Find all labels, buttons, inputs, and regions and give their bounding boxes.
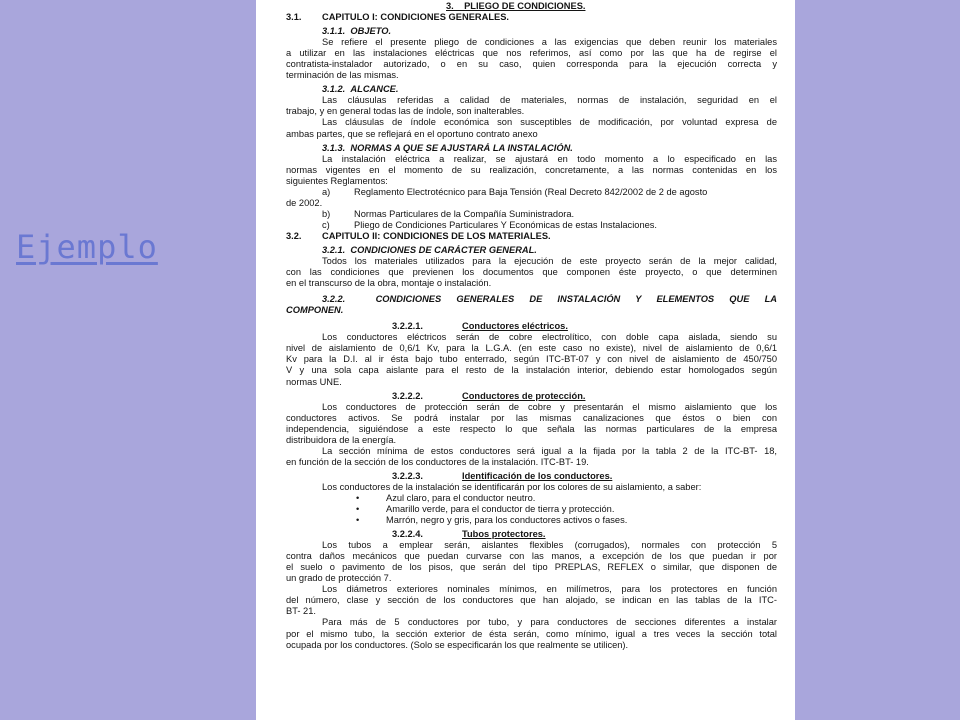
paragraph-line: el suelo o pavimento de los pisos, que serán del tipo PREPLAS, REFLEX o similar, que disponen de — [286, 562, 777, 573]
subsection-3-2-2-2-title: 3.2.2.2. Conductores de protección. — [392, 390, 586, 401]
paragraph-line: La sección mínima de estos conductores será igual a la fijada por la tabla 2 de la ITC-BT- 18, — [322, 445, 777, 456]
ejemplo-link[interactable]: Ejemplo — [16, 228, 158, 266]
section-3-2-2-title: 3.2.2. CONDICIONES GENERALES DE INSTALACIÓN Y ELEMENTOS QUE LA — [322, 294, 777, 305]
paragraph-line: Los conductores de protección serán de cobre y presentarán el mismo aislamiento que los — [322, 401, 777, 412]
paragraph-line: por el mismo tubo, la sección exterior de ésta serán, como mínimo, igual a tres veces la sección total — [286, 628, 777, 639]
paragraph-line: contratista-instalador autorizado, o en su caso, quien corresponda para la ejecución correcta y — [286, 59, 777, 70]
paragraph-line: ambas partes, que se reflejará en el oportuno contrato anexo — [286, 128, 538, 139]
paragraph-line: Los diámetros exteriores nominales mínimos, en milímetros, para los protectores en función — [322, 584, 777, 595]
chapter-1-title: 3.1. CAPITULO I: CONDICIONES GENERALES. — [286, 12, 509, 23]
subsection-3-2-2-4-title: 3.2.2.4. Tubos protectores. — [392, 529, 546, 540]
list-item: a) Reglamento Electrotécnico para Baja Tensión (Real Decreto 842/2002 de 2 de agosto — [322, 186, 708, 197]
paragraph-line: BT- 21. — [286, 606, 316, 617]
paragraph-line: Los tubos a emplear serán, aislantes flexibles (corrugados), normales con protección 5 — [322, 540, 777, 551]
paragraph-line: Los conductores eléctricos serán de cobre electrolítico, con doble capa aislada, siendo su — [322, 332, 777, 343]
paragraph-line: contra daños mecánicos que puedan curvarse con las manos, a excepción de los que puedan ir por — [286, 551, 777, 562]
paragraph-line: distribuidora de la energía. — [286, 434, 397, 445]
paragraph-line: independencia, siguiéndose a este respecto lo que señala las normas particulares de la empresa — [286, 423, 777, 434]
paragraph-line: terminación de las mismas. — [286, 70, 399, 81]
paragraph-line: V y una sola capa aislante para el resto de la instalación interior, debiendo estar homologados según — [286, 365, 777, 376]
paragraph-line: a utilizar en las instalaciones eléctricas que nos referimos, así como por las que ha de regirse el — [286, 48, 777, 59]
bullet-icon: • — [356, 504, 360, 515]
paragraph-line: La instalación eléctrica a realizar, se ajustará en todo momento a lo especificado en las — [322, 153, 777, 164]
paragraph-line: en función de la sección de los conductores de la instalación. ITC-BT- 19. — [286, 456, 589, 467]
paragraph-line: con las condiciones que previenen los documentos que componen éste proyecto, o que determinen — [286, 267, 777, 278]
subsection-3-2-2-1-title: 3.2.2.1. Conductores eléctricos. — [392, 321, 568, 332]
subsection-3-2-2-3-title: 3.2.2.3. Identificación de los conductores. — [392, 470, 613, 481]
paragraph-line: Para más de 5 conductores por tubo, y para conductores de secciones diferentes a instalar — [322, 617, 777, 628]
paragraph-line: normas UNE. — [286, 376, 342, 387]
section-3-1-3-title: 3.1.3. NORMAS A QUE SE AJUSTARÁ LA INSTALACIÓN. — [322, 142, 573, 153]
paragraph-line: Todos los materiales utilizados para la ejecución de este proyecto serán de la mejor calidad, — [322, 256, 777, 267]
bullet-item: • Marrón, negro y gris, para los conductores activos o fases. — [286, 515, 777, 526]
bullet-icon: • — [356, 492, 360, 503]
paragraph-line: conductores activos. Se podrá instalar por las mismas canalizaciones que éstos o bien con — [286, 412, 777, 423]
doc-heading: 3. PLIEGO DE CONDICIONES. — [446, 1, 586, 11]
paragraph-line: siguientes Reglamentos: — [286, 175, 388, 186]
paragraph-line: Los conductores de la instalación se identificarán por los colores de su aislamiento, a saber: — [322, 481, 702, 492]
paragraph-line: nivel de aislamiento de 0,6/1 Kv, para la L.G.A. (en este caso no existe), nivel de aislamiento de 0,6/1 — [286, 343, 777, 354]
paragraph-line: normas vigentes en el momento de su realización, concretamente, a las normas contenidas en los — [286, 164, 777, 175]
paragraph-line: Las cláusulas referidas a calidad de materiales, normas de instalación, seguridad en el — [322, 95, 777, 106]
bullet-item: • Azul claro, para el conductor neutro. — [286, 493, 777, 504]
bullet-icon: • — [356, 515, 360, 526]
section-3-2-2-title-cont: COMPONEN. — [286, 305, 344, 316]
paragraph-line: trabajo, y en general todas las de índole, son inalterables. — [286, 106, 525, 117]
paragraph-line: en el transcurso de la obra, montaje o instalación. — [286, 278, 492, 289]
chapter-2-title: 3.2. CAPITULO II: CONDICIONES DE LOS MATERIALES. — [286, 230, 551, 241]
section-3-1-1-title: 3.1.1. OBJETO. — [322, 26, 392, 37]
list-item-continuation: de 2002. — [286, 197, 323, 208]
list-item: b) Normas Particulares de la Compañía Suministradora. — [322, 208, 575, 219]
bullet-item: • Amarillo verde, para el conductor de tierra y protección. — [286, 504, 777, 515]
paragraph-line: Kv para la D.I. al ir ésta bajo tubo enterrado, según ITC-BT-07 y con nivel de aislamiento de 450/750 — [286, 354, 777, 365]
paragraph-line: del número, clase y sección de los conductores que han alojado, se indican en las tablas de la ITC- — [286, 595, 777, 606]
section-3-1-2-title: 3.1.2. ALCANCE. — [322, 84, 399, 95]
document-page — [256, 0, 795, 720]
paragraph-line: Las cláusulas de índole económica son susceptibles de modificación, por voluntad expresa de — [322, 117, 777, 128]
paragraph-line: ocupada por los conductores. (Solo se especificarán los que realmente se utilicen). — [286, 639, 629, 650]
list-item: c) Pliego de Condiciones Particulares Y Económicas de estas Instalaciones. — [322, 219, 658, 230]
section-3-2-1-title: 3.2.1. CONDICIONES DE CARÁCTER GENERAL. — [322, 244, 537, 255]
paragraph-line: un grado de protección 7. — [286, 573, 392, 584]
paragraph-line: Se refiere el presente pliego de condiciones a las exigencias que deben reunir los materiales — [322, 37, 777, 48]
